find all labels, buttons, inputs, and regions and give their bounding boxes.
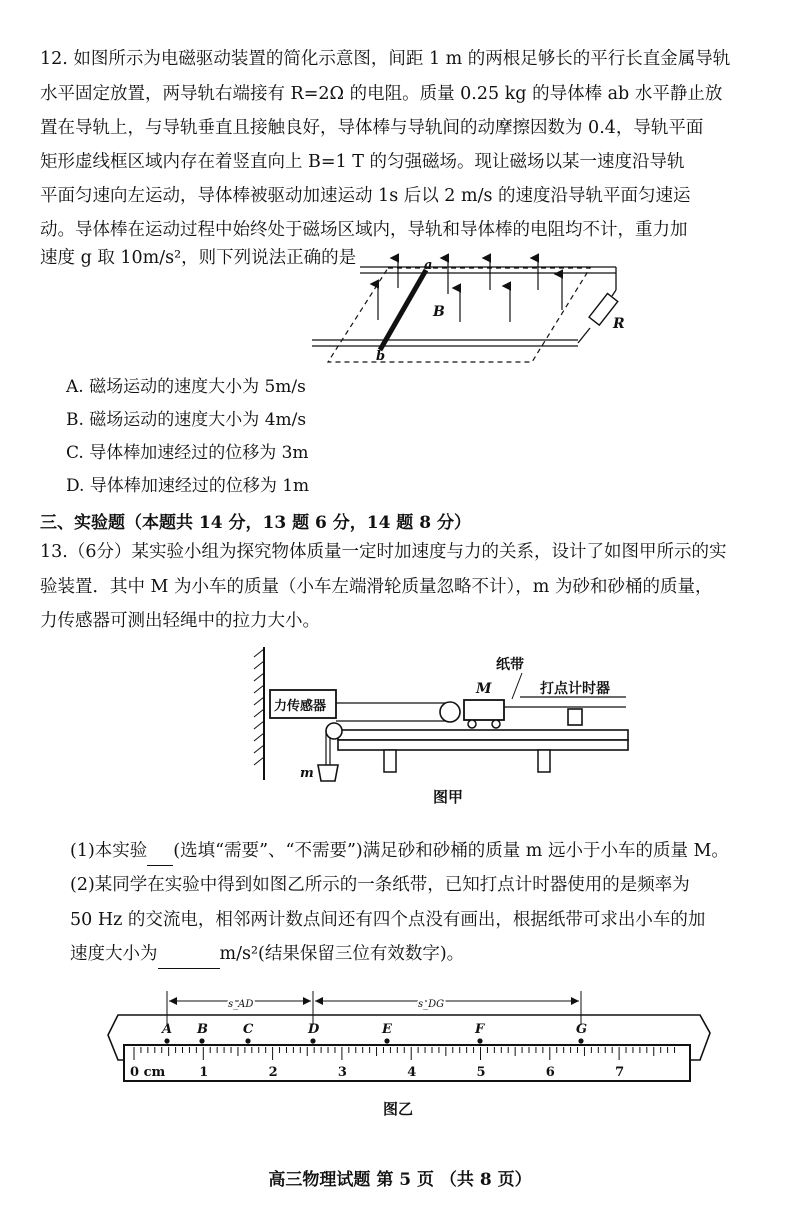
q12-line1: 12. 如图所示为电磁驱动装置的简化示意图，间距 1 m 的两根足够长的平行长直金属导轨: [40, 49, 731, 69]
q12-option-d: D. 导体棒加速经过的位移为 1m: [66, 476, 310, 496]
ruler-label: 0 cm: [130, 1065, 166, 1080]
q13-sub2-line1: (2)某同学在实验中得到如图乙所示的一条纸带，已知打点计时器使用的是频率为: [70, 875, 690, 895]
timer: [568, 709, 582, 725]
tape-point-E: [384, 1038, 389, 1043]
q12-figure: [300, 250, 640, 365]
q13-apparatus-figure: [250, 645, 640, 785]
figure-jia-caption: 图甲: [433, 788, 464, 806]
q13-sub2-line2: 50 Hz 的交流电，相邻两计数点间还有四个点没有画出，根据纸带可求出小车的加: [70, 910, 706, 930]
q12-line5: 平面匀速向左运动，导体棒被驱动加速运动 1s 后以 2 m/s 的速度沿导轨平面匀速运: [40, 186, 691, 206]
q12-line6: 动。导体棒在运动过程中始终处于磁场区域内，导轨和导体棒的电阻均不计，重力加: [40, 220, 688, 240]
label-tape: 纸带: [496, 657, 524, 673]
label-b: b: [376, 349, 386, 364]
q13-sub1-prefix: (1)本实验: [70, 841, 148, 861]
q12-line7: 速度 g 取 10m/s²，则下列说法正确的是: [40, 248, 357, 268]
tape-point-A: [164, 1038, 169, 1043]
q13-sub1: [70, 836, 770, 866]
sensor-label: 力传感器: [274, 699, 327, 714]
label-m: m: [300, 766, 314, 781]
q13-line1: 13.（6分）某实验小组为探究物体质量一定时加速度与力的关系，设计了如图甲所示的实: [40, 542, 727, 562]
tape-point-label: B: [197, 1022, 208, 1037]
q13-sub2-prefix: 速度大小为: [70, 944, 158, 964]
ruler-label: 1: [199, 1065, 209, 1080]
tape-point-label: A: [162, 1022, 173, 1037]
q13-tape-figure: [100, 985, 720, 1095]
label-B: B: [433, 304, 445, 320]
label-R: R: [613, 316, 625, 332]
label-s-dg: s_DG: [418, 999, 445, 1010]
ruler-label: 7: [615, 1065, 625, 1080]
q13-sub2-blank[interactable]: [158, 950, 220, 969]
track: [338, 730, 628, 740]
bottom-rail: [312, 340, 578, 346]
q13-sub1-rest: (选填“需要”、“不需要”)满足砂和砂桶的质量 m 远小于小车的质量 M。: [173, 841, 729, 861]
ruler-label: 2: [268, 1065, 278, 1080]
tape-point-B: [199, 1038, 204, 1043]
label-s-ad: s_AD: [228, 999, 254, 1010]
tape-point-G: [578, 1038, 583, 1043]
tape-point-C: [245, 1038, 250, 1043]
q13-sub1-blank[interactable]: [147, 847, 173, 866]
label-timer: 打点计时器: [540, 681, 610, 697]
q13-line3: 力传感器可测出轻绳中的拉力大小。: [40, 611, 320, 631]
section-3-heading: 三、实验题（本题共 14 分，13 题 6 分，14 题 8 分）: [40, 513, 471, 533]
conductor-rod: [380, 270, 426, 350]
label-M: M: [476, 681, 492, 697]
tape-point-F: [477, 1038, 482, 1043]
ruler-label: 5: [476, 1065, 486, 1080]
cart: [464, 700, 504, 720]
tape-point-label: F: [475, 1022, 485, 1037]
q12-option-c: C. 导体棒加速经过的位移为 3m: [66, 443, 309, 463]
tape-point-label: C: [243, 1022, 254, 1037]
field-region: [328, 268, 590, 362]
ruler-label: 3: [337, 1065, 347, 1080]
label-a: a: [424, 258, 433, 273]
q13-sub2-line3: [70, 939, 770, 969]
tape-point-D: [310, 1038, 315, 1043]
sand-bucket: [318, 765, 338, 781]
ruler-label: 4: [407, 1065, 417, 1080]
tape-point-label: E: [382, 1022, 392, 1037]
tape-point-label: D: [308, 1022, 320, 1037]
figure-yi-caption: 图乙: [383, 1100, 414, 1118]
tape-point-label: G: [576, 1022, 588, 1037]
q12-option-a: A. 磁场运动的速度大小为 5m/s: [66, 377, 306, 397]
q12-option-b: B. 磁场运动的速度大小为 4m/s: [66, 410, 307, 430]
ruler-label: 6: [545, 1065, 555, 1080]
q12-line3: 置在导轨上，与导轨垂直且接触良好，导体棒与导轨间的动摩擦因数为 0.4，导轨平面: [40, 118, 704, 138]
q12-line2: 水平固定放置，两导轨右端接有 R=2Ω 的电阻。质量 0.25 kg 的导体棒 ab 水平静止放: [40, 84, 723, 104]
q13-sub2-rest: m/s²(结果保留三位有效数字)。: [219, 944, 465, 964]
q12-line4: 矩形虚线框区域内存在着竖直向上 B=1 T 的匀强磁场。现让磁场以某一速度沿导轨: [40, 152, 685, 172]
q13-line2: 验装置．其中 M 为小车的质量（小车左端滑轮质量忽略不计），m 为砂和砂桶的质量，: [40, 577, 713, 597]
page-footer: 高三物理试题 第 5 页 （共 8 页）: [268, 1170, 532, 1190]
